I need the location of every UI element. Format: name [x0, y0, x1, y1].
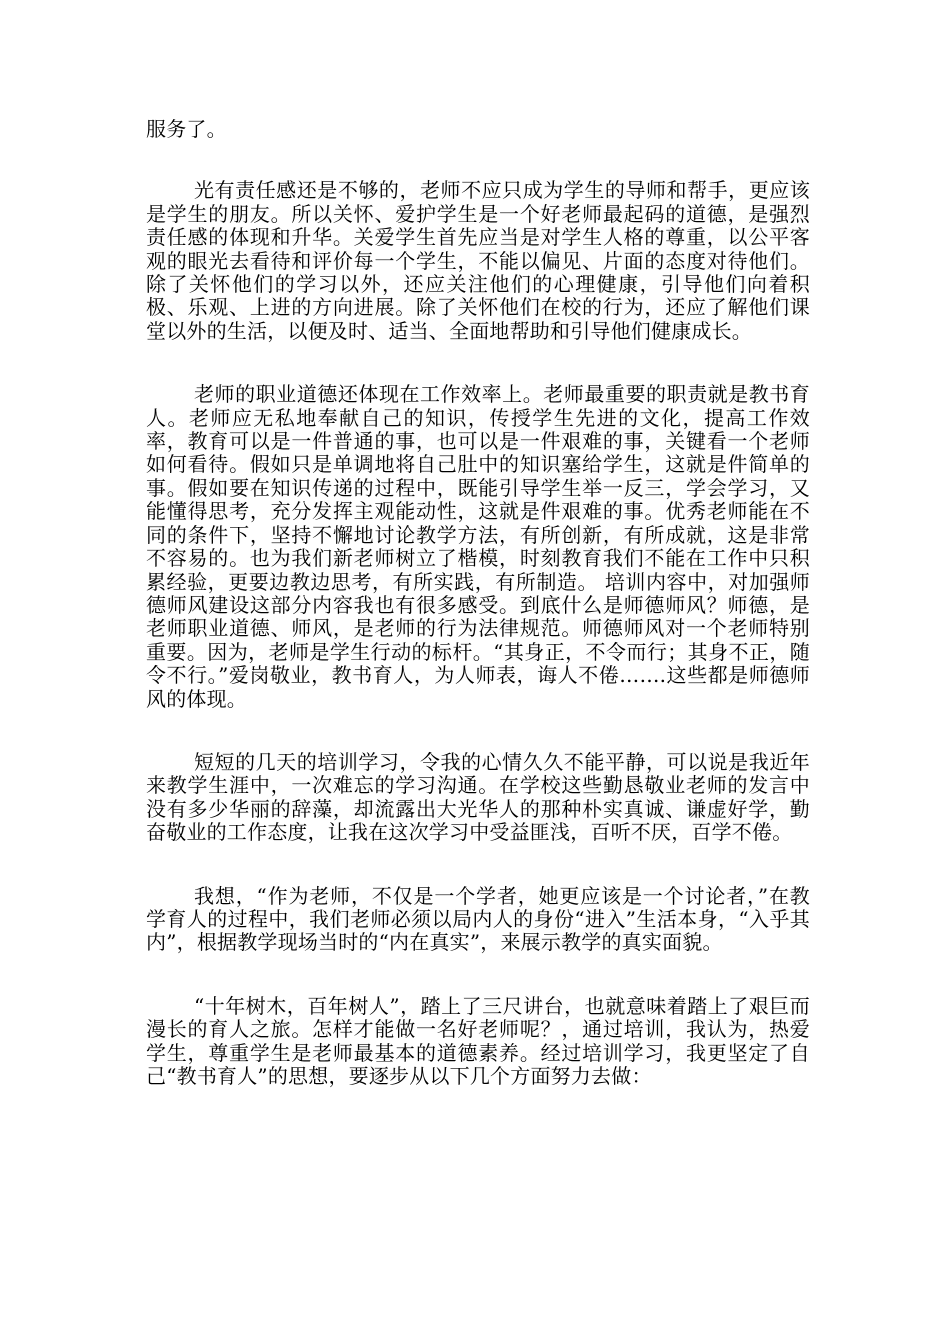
paragraph-work-efficiency: 老师的职业道德还体现在工作效率上。老师最重要的职责就是教书育人。老师应无私地奉献自己的知识，传授学生先进的文化，提高工作效率，教育可以是一件普通的事，也可以是一件艰难的事，关键看一个老师如何看待。假如只是单调地将自己肚中的知识塞给学生，这就是件简单的事。假如要在知识传递的过程中，既能引导学生举一反三，学会学习，又能懂得思考，充分发挥主观能动性，这就是件艰难的事。优秀老师能在不同的条件下，坚持不懈地讨论教学方法，有所创新，有所成就，这是非常不容易的。也为我们新老师树立了楷模，时刻教育我们不能在工作中只积累经验，更要边教边思考，有所实践，有所制造。 培训内容中，对加强师德师风建设这部分内容我也有很多感受。到底什么是师德师风？师德，是老师职业道德、师风，是老师的行为法律规范。师德师风对一个老师特别重要。因为，老师是学生行动的标杆。“其身正，不令而行；其身不正，随令不行。”爱岗敬业，教书育人，为人师表，诲人不倦…….这些都是师德师风的体现。	[146, 382, 810, 711]
paragraph-teacher-as-researcher: 我想，“作为老师，不仅是一个学者，她更应该是一个讨论者，”在教学育人的过程中，我们老师必须以局内人的身份“进入”生活本身，“入乎其内”，根据教学现场当时的“内在真实”，来展示教学的真实面貌。	[146, 883, 810, 955]
document-body	[146, 118, 810, 1128]
paragraph-educating-people: “十年树木，百年树人”，踏上了三尺讲台，也就意味着踏上了艰巨而漫长的育人之旅。怎样才能做一名好老师呢？，通过培训，我认为，热爱学生，尊重学生是老师最基本的道德素养。经过培训学习，我更坚定了自己“教书育人”的思想，要逐步从以下几个方面努力去做：	[146, 993, 810, 1088]
paragraph-responsibility: 光有责任感还是不够的，老师不应只成为学生的导师和帮手，更应该是学生的朋友。所以关怀、爱护学生是一个好老师最起码的道德，是强烈责任感的体现和升华。关爱学生首先应当是对学生人格的尊重，以公平客观的眼光去看待和评价每一个学生，不能以偏见、片面的态度对待他们。除了关怀他们的学习以外，还应关注他们的心理健康，引导他们向着积极、乐观、上进的方向进展。除了关怀他们在校的行为，还应了解他们课堂以外的生活，以便及时、适当、全面地帮助和引导他们健康成长。	[146, 178, 810, 343]
paragraph-continuation: 服务了。	[146, 117, 227, 141]
paragraph-training-reflection: 短短的几天的培训学习，令我的心情久久不能平静，可以说是我近年来教学生涯中，一次难忘的学习沟通。在学校这些勤恳敬业老师的发言中没有多少华丽的辞藻，却流露出大光华人的那种朴实真诚、谦虚好学，勤奋敬业的工作态度，让我在这次学习中受益匪浅，百听不厌，百学不倦。	[146, 749, 810, 845]
